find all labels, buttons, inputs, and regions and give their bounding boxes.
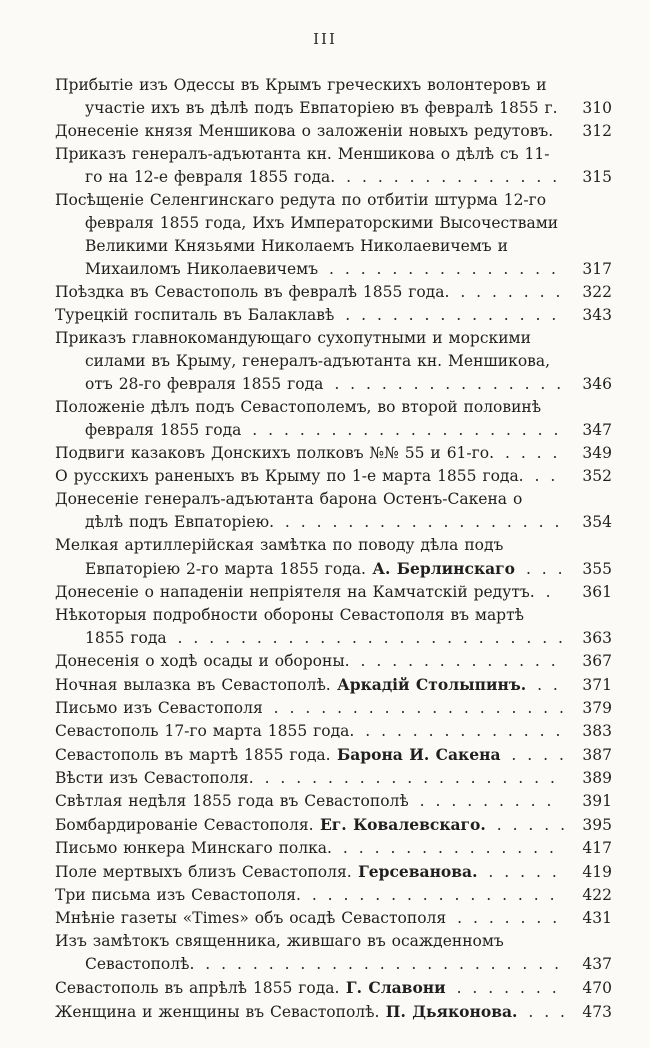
dot-leader: . . . . . . . (445, 979, 557, 997)
toc-entry-title: Донесеніе князя Меншикова о заложеніи новыхъ редутовъ. (55, 122, 554, 140)
toc-entry-pagenum: 395 (582, 816, 612, 834)
toc-entry-text (55, 839, 554, 857)
toc-entry (55, 860, 612, 884)
toc-entry-text (55, 886, 555, 904)
page-number-roman: III (313, 30, 337, 48)
dot-leader: . . . . . . . . . . . . . . . . (300, 886, 555, 904)
dot-leader: . . . . (500, 746, 564, 764)
toc-entry-pagenum: 312 (582, 122, 612, 140)
dot-leader: . . . . . . . . . . . . . . . . . . . (262, 699, 564, 717)
toc-entry-title: Женщина и женщины въ Севастополѣ. (55, 1003, 380, 1021)
dot-leader: . . (526, 676, 558, 694)
toc-entry-title: Севастополь 17-го марта 1855 года. (55, 722, 355, 740)
toc-entry-pagenum: 417 (582, 839, 612, 857)
toc-entry-title: Мелкая артиллерійская замѣтка по поводу дѣла подъ Евпаторіею 2-го марта 1855 года. (55, 536, 504, 578)
toc-entry-text (55, 676, 558, 694)
toc-entry-text (55, 792, 551, 810)
toc-entry-pagenum: 437 (582, 955, 612, 973)
toc-entry-text (55, 769, 555, 787)
toc-entry-title: Поле мертвыхъ близъ Севастополя. (55, 863, 352, 881)
dot-leader: . . . . . . . . . . . . . . . (318, 260, 556, 278)
toc-entry-text (55, 863, 557, 881)
toc-entry-title: Донесеніе о нападеніи непріятеля на Камчатскій редутъ. (55, 583, 535, 601)
toc-entry-pagenum: 355 (582, 560, 612, 578)
toc-entry-author: Г. Славони (339, 978, 446, 997)
toc-entry-title: Севастополь въ мартѣ 1855 года. (55, 746, 331, 764)
toc-entry-text (55, 76, 558, 117)
toc-entry-pagenum: 322 (582, 283, 612, 301)
toc-entry (55, 1000, 612, 1024)
toc-entry (55, 442, 612, 465)
dot-leader: . . . . . (477, 863, 557, 881)
dot-leader: . . . . . . . . . . . . . (354, 722, 561, 740)
dot-leader: . . . . . . . . . . . . . . . . . . (274, 513, 560, 531)
toc-entry-text (55, 329, 561, 393)
dot-leader: . . . . . . . . . . . . . . (335, 168, 558, 186)
toc-entry-text (55, 583, 551, 601)
dot-leader: . . . . . . . . . . . . . (349, 652, 556, 670)
toc-entry (55, 673, 612, 697)
toc-entry-pagenum: 387 (582, 746, 612, 764)
toc-entry-pagenum: 346 (582, 375, 612, 393)
toc-entry-text (55, 1003, 565, 1021)
toc-entry-title: Севастополь въ апрѣлѣ 1855 года. (55, 979, 340, 997)
toc-entry-pagenum: 391 (582, 792, 612, 810)
toc-entry (55, 697, 612, 720)
toc-entry-pagenum: 367 (582, 652, 612, 670)
toc-entry-title: Нѣкоторыя подробности обороны Севастополя въ мартѣ 1855 года (55, 606, 525, 647)
toc-entry-pagenum: 473 (582, 1003, 612, 1021)
toc-entry-pagenum: 419 (582, 863, 612, 881)
toc-entry-title: Поѣздка въ Севастополь въ февралѣ 1855 года. (55, 283, 450, 301)
toc-entry-title: О русскихъ раненыхъ въ Крыму по 1-е марта 1855 года. (55, 467, 524, 485)
dot-leader: . . . . . . . . . . . . . . . . . . . . (241, 421, 559, 439)
toc-entry-title: Письмо юнкера Минскаго полка. (55, 839, 332, 857)
toc-entry-author: А. Берлинскаго (365, 559, 516, 578)
dot-leader: . . . . . (485, 816, 566, 834)
dot-leader: . . . . . . . . . . . . . . . . . . . . . . . . . (166, 629, 563, 647)
toc-entry (55, 189, 612, 281)
toc-entry-pagenum: 352 (582, 467, 612, 485)
toc-entry-pagenum: 361 (582, 583, 612, 601)
toc-entry-title: Ночная вылазка въ Севастополѣ. (55, 676, 331, 694)
table-of-contents (55, 74, 612, 1024)
toc-entry-text (55, 283, 560, 301)
dot-leader: . . . (517, 1003, 565, 1021)
toc-entry-title: Подвиги казаковъ Донскихъ полковъ №№ 55 и 61-го. (55, 444, 495, 462)
dot-leader: . . . . . . . (446, 909, 558, 927)
toc-entry (55, 465, 612, 488)
dot-leader: . . . . . . . (449, 283, 561, 301)
toc-entry (55, 650, 612, 673)
toc-entry (55, 396, 612, 442)
toc-entry-title: Три письма изъ Севастополя. (55, 886, 301, 904)
toc-entry-text (55, 699, 564, 717)
toc-entry-title: Посѣщеніе Селенгинскаго редута по отбитіи штурма 12-го февраля 1855 года, Ихъ Императорскими Высочествами Великими Князьями Николаемъ Николаевичемъ и Михаиломъ Николаевичемъ (55, 191, 559, 278)
toc-entry-pagenum: 317 (582, 260, 612, 278)
toc-entry-text (55, 467, 555, 485)
toc-entry (55, 976, 612, 1000)
toc-entry (55, 930, 612, 976)
toc-entry-text (55, 746, 564, 764)
toc-entry-text (55, 398, 558, 439)
toc-entry-title: Положеніе дѣлъ подъ Севастополемъ, во второй половинѣ февраля 1855 года (55, 398, 542, 439)
toc-entry-text (55, 932, 559, 973)
toc-entry-pagenum: 431 (582, 909, 612, 927)
toc-entry-pagenum: 470 (582, 979, 612, 997)
dot-leader: . . . . . . . . . . . . . . (334, 306, 557, 324)
toc-entry-author: Аркадій Столыпинъ. (330, 675, 527, 694)
dot-leader: . . (523, 467, 556, 485)
toc-entry (55, 604, 612, 650)
toc-entry (55, 488, 612, 534)
toc-entry (55, 790, 612, 813)
toc-entry-title: Донесеніе генералъ-адъютанта барона Остенъ-Сакена о дѣлѣ подъ Евпаторіею. (55, 490, 523, 531)
dot-leader: . (534, 583, 551, 601)
toc-entry (55, 143, 612, 189)
toc-entry-text (55, 145, 557, 186)
dot-leader: . . . . . . . . . . . . . . . (323, 375, 562, 393)
toc-entry (55, 581, 612, 604)
toc-entry-text (55, 536, 563, 578)
toc-entry-title: Свѣтлая недѣля 1855 года въ Севастополѣ (55, 792, 409, 810)
toc-entry-author: Ег. Ковалевскаго. (313, 815, 486, 834)
toc-entry (55, 884, 612, 907)
toc-entry-title: Бомбардированіе Севастополя. (55, 816, 314, 834)
toc-entry-pagenum: 379 (582, 699, 612, 717)
toc-entry-title: Приказъ генералъ-адъютанта кн. Меншикова о дѣлѣ съ 11-го на 12-е февраля 1855 года. (55, 145, 550, 186)
toc-entry-title: Турецкій госпиталь въ Балаклавѣ (55, 306, 335, 324)
toc-entry-text (55, 122, 553, 140)
toc-entry (55, 813, 612, 837)
toc-entry-text (55, 306, 556, 324)
toc-entry-pagenum: 389 (582, 769, 612, 787)
dot-leader: . . . . (494, 444, 558, 462)
toc-entry-pagenum: 315 (582, 168, 612, 186)
toc-entry-pagenum: 371 (582, 676, 612, 694)
toc-entry (55, 281, 612, 304)
toc-entry-pagenum: 422 (582, 886, 612, 904)
toc-entry-text (55, 490, 559, 531)
toc-entry (55, 743, 612, 767)
toc-entry-pagenum: 363 (582, 629, 612, 647)
toc-entry-text (55, 909, 557, 927)
toc-entry-pagenum: 310 (582, 99, 612, 117)
toc-entry (55, 304, 612, 327)
toc-entry-text (55, 722, 560, 740)
toc-entry-title: Донесенія о ходѣ осады и обороны. (55, 652, 350, 670)
toc-entry-author: Барона И. Сакена (330, 745, 501, 764)
toc-entry (55, 907, 612, 930)
toc-entry (55, 534, 612, 581)
toc-entry-author: Герсеванова. (351, 862, 478, 881)
toc-entry-text (55, 979, 557, 997)
dot-leader: . . . . . . . . . (408, 792, 552, 810)
toc-entry-pagenum: 347 (582, 421, 612, 439)
toc-entry-pagenum: 349 (582, 444, 612, 462)
toc-entry-title: Мнѣніе газеты «Times» объ осадѣ Севастополя (55, 909, 447, 927)
toc-entry-pagenum: 343 (582, 306, 612, 324)
toc-entry-pagenum: 354 (582, 513, 612, 531)
toc-entry-text (55, 191, 558, 278)
toc-entry (55, 120, 612, 143)
toc-entry-pagenum: 383 (582, 722, 612, 740)
toc-entry (55, 327, 612, 396)
toc-entry-text (55, 816, 565, 834)
toc-entry-title: Изъ замѣтокъ священника, жившаго въ осажденномъ Севастополѣ. (55, 932, 504, 973)
toc-entry (55, 837, 612, 860)
toc-entry (55, 720, 612, 743)
toc-entry (55, 767, 612, 790)
toc-entry-title: Приказъ главнокомандующаго сухопутными и морскими силами въ Крыму, генералъ-адъютанта кн. Меншикова, отъ 28-го февраля 1855 года (55, 329, 551, 393)
toc-entry-text (55, 444, 557, 462)
toc-entry-author: П. Дьяконова. (379, 1002, 518, 1021)
dot-leader: . . . . . . . . . . . . . . . . . . . (253, 769, 555, 787)
dot-leader: . . . (515, 560, 563, 578)
toc-entry-title: Письмо изъ Севастополя (55, 699, 263, 717)
toc-entry-text (55, 652, 556, 670)
toc-entry-title: Вѣсти изъ Севастополя. (55, 769, 254, 787)
dot-leader: . . . . . . . . . . . . . . . . . . . . . . . (194, 955, 560, 973)
dot-leader: . . . . . . . . . . . . . . (331, 839, 554, 857)
toc-entry-title: Прибытіе изъ Одессы въ Крымъ греческихъ волонтеровъ и участіе ихъ въ дѣлѣ подъ Евпаторіею въ февралѣ 1855 г. (55, 76, 558, 117)
toc-entry-text (55, 606, 563, 647)
toc-entry (55, 74, 612, 120)
